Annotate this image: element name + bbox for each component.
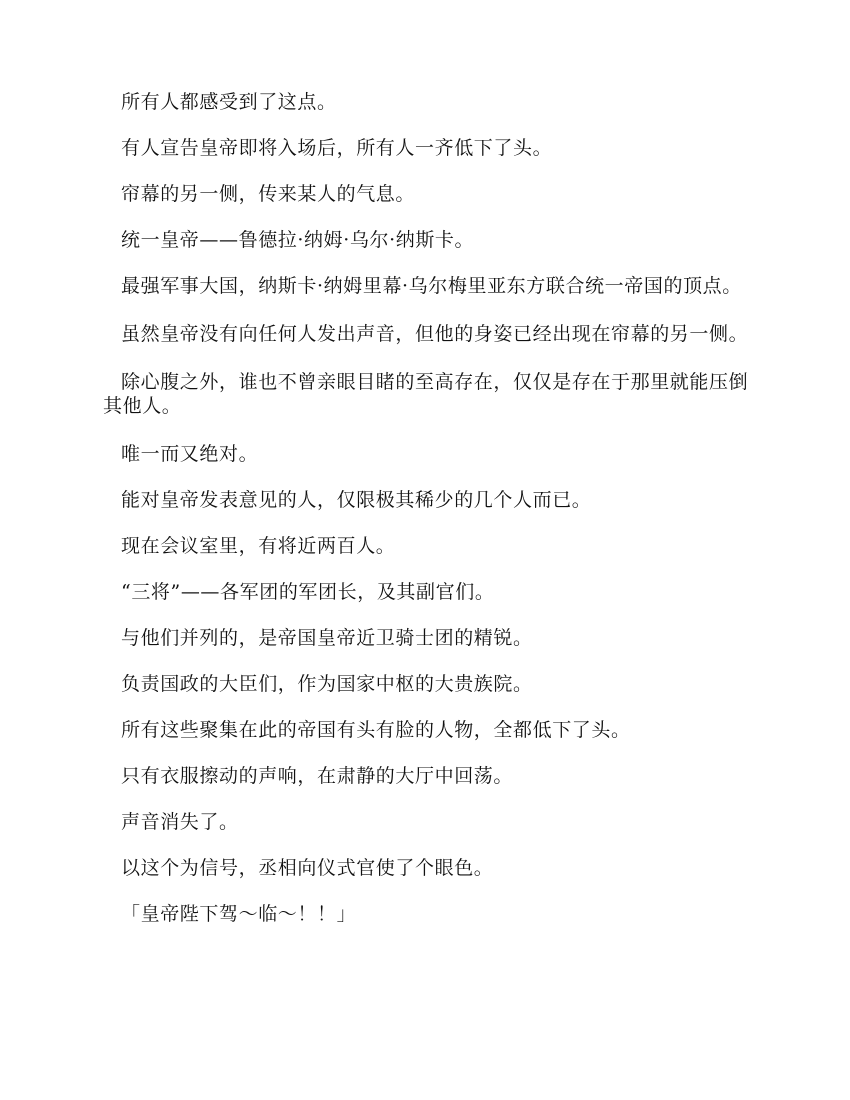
paragraph: 唯一而又绝对。 [121, 443, 259, 465]
paragraph: 只有衣服擦动的声响，在肃静的大厅中回荡。 [121, 765, 514, 787]
paragraph: 以这个为信号，丞相向仪式官使了个眼色。 [121, 857, 494, 879]
paragraph: 与他们并列的，是帝国皇帝近卫骑士团的精锐。 [121, 627, 533, 649]
paragraph: 统一皇帝——鲁德拉·纳姆·乌尔·纳斯卡。 [121, 229, 475, 251]
paragraph: 负责国政的大臣们，作为国家中枢的大贵族院。 [121, 673, 533, 695]
paragraph: 有人宣告皇帝即将入场后，所有人一齐低下了头。 [121, 137, 553, 159]
paragraph: “三将”——各军团的军团长，及其副官们。 [121, 581, 495, 603]
paragraph: 虽然皇帝没有向任何人发出声音，但他的身姿已经出现在帘幕的另一侧。 [121, 323, 749, 345]
paragraph: 所有这些聚集在此的帝国有头有脸的人物，全都低下了头。 [121, 719, 631, 741]
paragraph: 最强军事大国，纳斯卡·纳姆里幕·乌尔梅里亚东方联合统一帝国的顶点。 [121, 275, 742, 297]
body-text [103, 90, 753, 948]
paragraph: 除心腹之外，谁也不曾亲眼目睹的至高存在，仅仅是存在于那里就能压倒其他人。 [103, 371, 749, 417]
paragraph: 「皇帝陛下驾～临～！！」 [121, 903, 357, 925]
paragraph: 帘幕的另一侧，传来某人的气息。 [121, 183, 416, 205]
paragraph: 能对皇帝发表意见的人，仅限极其稀少的几个人而已。 [121, 489, 592, 511]
paragraph: 现在会议室里，有将近两百人。 [121, 535, 396, 557]
paragraph: 所有人都感受到了这点。 [121, 91, 337, 113]
paragraph: 声音消失了。 [121, 811, 239, 833]
